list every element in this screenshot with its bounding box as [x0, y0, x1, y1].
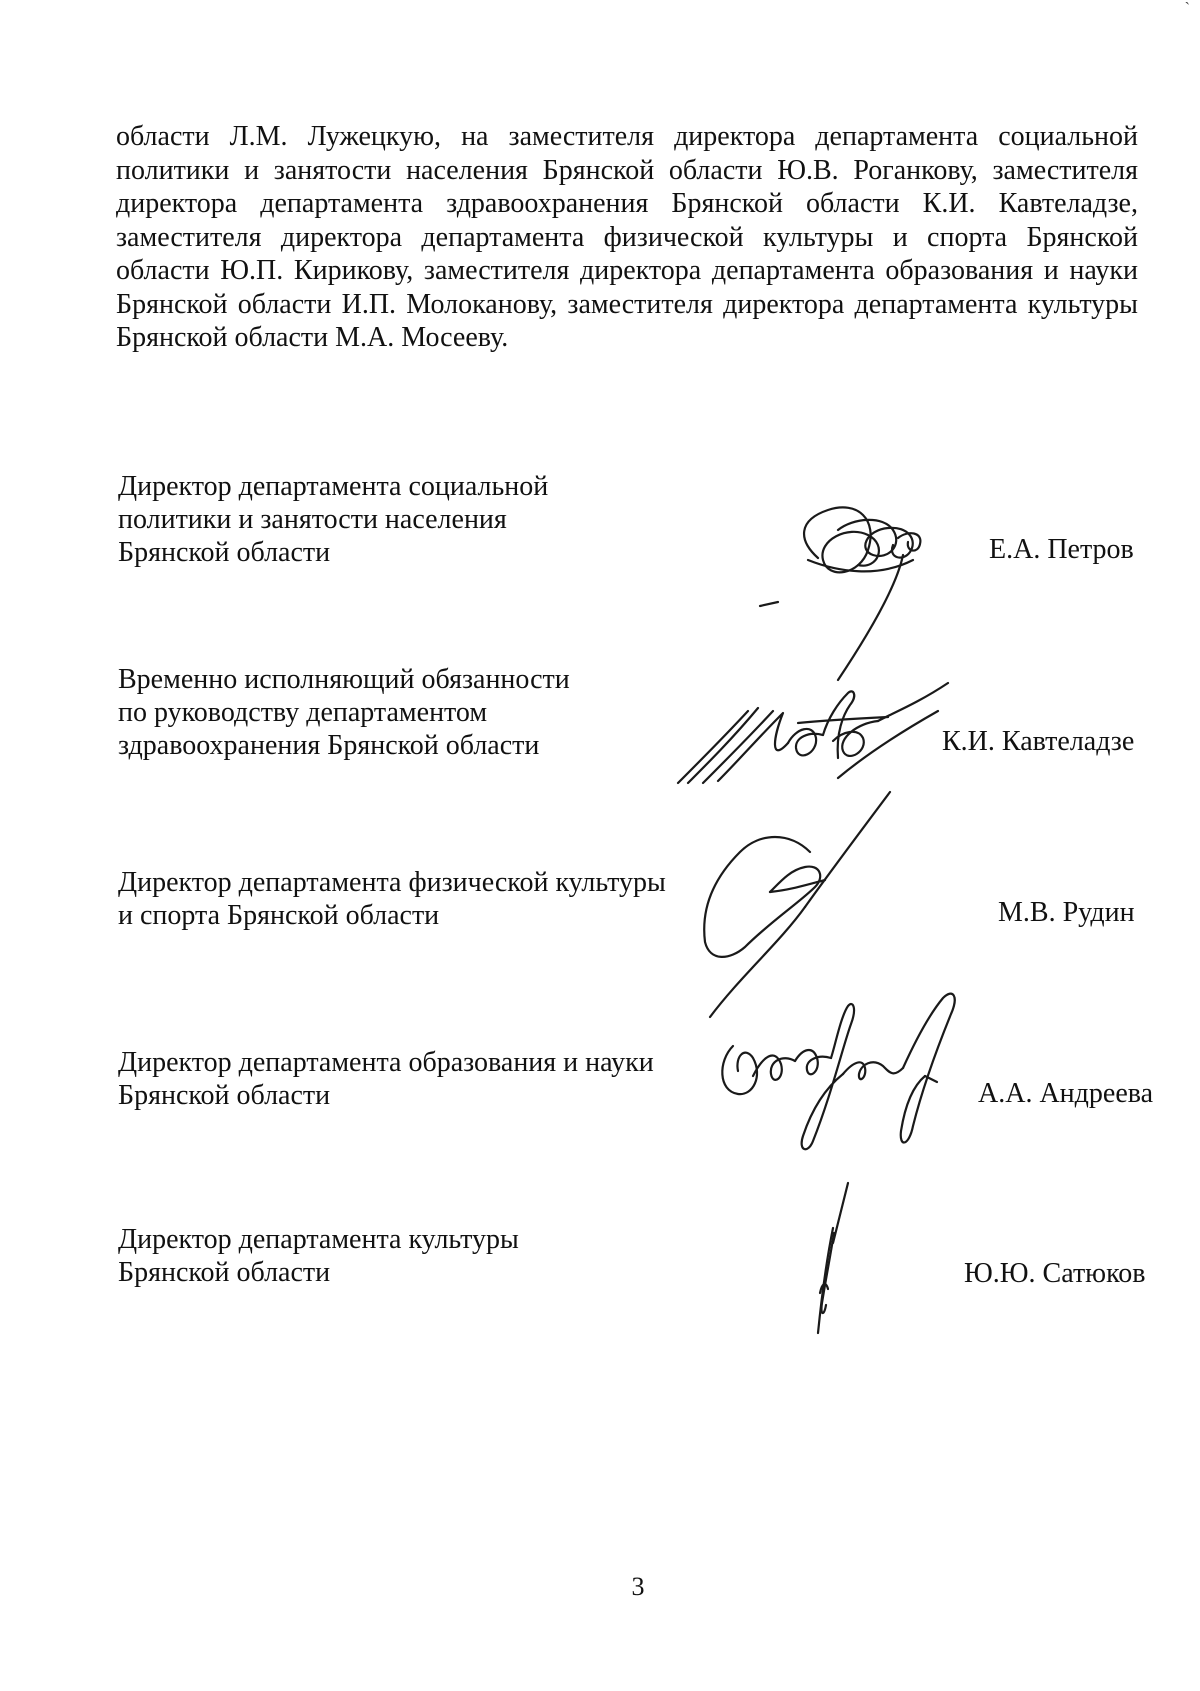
signatory-title-line: Директор департамента физической культуры	[118, 867, 666, 898]
page-number: 3	[631, 1572, 645, 1601]
signatory-name: А.А. Андреева	[978, 1078, 1154, 1109]
signatory-title-line: Директор департамента образования и науки	[118, 1047, 654, 1078]
signatory-name: К.И. Кавтеладзе	[942, 726, 1135, 757]
signatory-block-3	[118, 866, 1168, 1016]
signatory-title-line: и спорта Брянской области	[118, 900, 440, 931]
signatory-name: Е.А. Петров	[989, 534, 1134, 565]
signatory-title-line: здравоохранения Брянской области	[118, 730, 540, 761]
signatory-block-1	[118, 470, 1168, 670]
signatory-block-2	[118, 663, 1168, 823]
signatory-title-line: Брянской области	[118, 1257, 331, 1288]
signatory-title-line: Временно исполняющий обязанности	[118, 664, 570, 695]
corner-mark: `	[1184, 0, 1190, 17]
signatory-title-line: Директор департамента культуры	[118, 1224, 519, 1255]
handwritten-signature-2	[678, 683, 948, 803]
signatory-title-line: Брянской области	[118, 1080, 331, 1111]
signatory-name: М.В. Рудин	[998, 897, 1135, 928]
signatory-name: Ю.Ю. Сатюков	[964, 1258, 1146, 1289]
handwritten-signature-1	[738, 500, 1078, 690]
handwritten-signature-4	[713, 986, 973, 1176]
intro-paragraph: области Л.М. Лужецкую, на заместителя директора департамента социальной политики и занятости населения Брянской области Ю.В. Роганкову, заместителя директора департамента здравоохранения Брянской области К.И. Кавтеладзе, заместителя директора департамента физической культуры и спорта Брянской области Ю.П. Кирикову, заместителя директора департамента образования и науки Брянской области И.П. Молоканову, заместителя директора департамента культуры Брянской области М.А. Мосееву.	[116, 121, 1138, 353]
signatory-title-line: политики и занятости населения	[118, 504, 507, 535]
signatory-title-line: Директор департамента социальной	[118, 471, 549, 502]
signatory-title-line: Брянской области	[118, 537, 331, 568]
signatory-block-4	[118, 1046, 1168, 1196]
handwritten-signature-5	[798, 1183, 858, 1343]
signatory-title-line: по руководству департаментом	[118, 697, 488, 728]
signatory-block-5	[118, 1223, 1168, 1373]
